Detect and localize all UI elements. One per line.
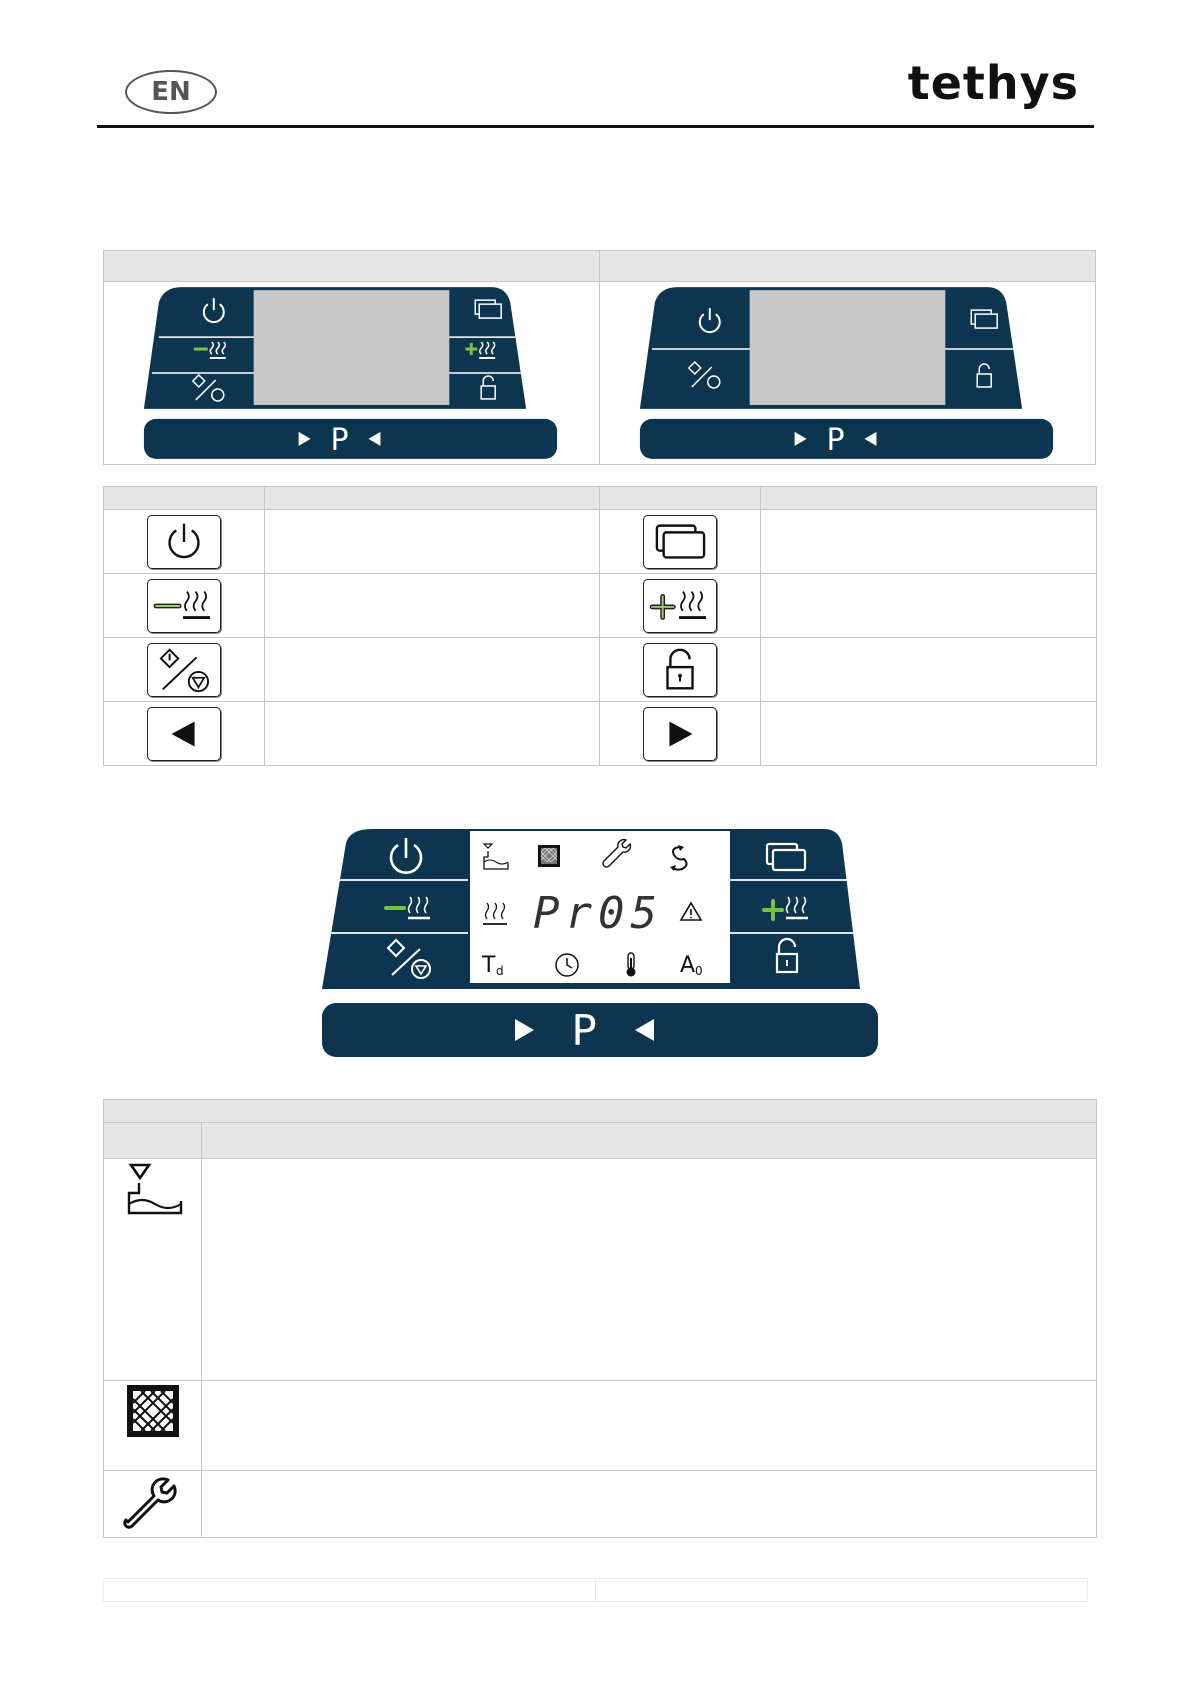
arrow-left-icon — [148, 708, 220, 760]
key-row — [104, 702, 1097, 766]
svg-text:T: T — [482, 953, 496, 978]
p-key[interactable]: P — [571, 1006, 597, 1055]
symbols-table-title-row — [104, 1100, 1097, 1123]
key-description — [265, 702, 600, 766]
power-icon — [148, 516, 220, 568]
display-symbols-table — [103, 1099, 1097, 1538]
symbol-row — [104, 1159, 1097, 1381]
p-key[interactable]: P — [826, 422, 845, 458]
key-row — [104, 574, 1097, 638]
wrench-icon — [122, 1472, 184, 1532]
control-panel-compact-image — [600, 282, 1095, 464]
left-key — [147, 707, 221, 761]
p-key[interactable]: P — [330, 422, 349, 458]
key-table-header — [104, 487, 1097, 510]
panel-table-header — [104, 251, 1096, 282]
key-description — [761, 638, 1097, 702]
heat-plus-key — [643, 579, 717, 633]
lock-icon — [644, 644, 716, 696]
symbol-description — [202, 1471, 1097, 1538]
segment-readout: Pr05 — [533, 888, 663, 939]
lock-key — [643, 643, 717, 697]
symbol-description — [202, 1381, 1097, 1471]
page-footer — [103, 1578, 1088, 1602]
language-badge: EN — [125, 70, 217, 114]
arrow-right-icon — [644, 708, 716, 760]
footer-cell-left — [104, 1579, 596, 1602]
start-stop-key — [147, 643, 221, 697]
right-key — [643, 707, 717, 761]
power-key — [147, 515, 221, 569]
panel-image-row — [104, 282, 1096, 465]
svg-text:A: A — [680, 953, 696, 978]
symbol-description — [202, 1159, 1097, 1381]
panel-header-cell-left — [104, 251, 600, 282]
panel-variants-table — [103, 250, 1096, 465]
svg-text:0: 0 — [695, 964, 703, 978]
heat-plus-icon — [644, 580, 716, 632]
filter-icon — [125, 1383, 181, 1439]
panel-variant-compact — [600, 282, 1096, 465]
display-panel-image — [320, 825, 882, 1060]
symbols-table-header — [104, 1123, 1097, 1159]
brand-logo: tethys — [907, 56, 1079, 110]
symbol-row — [104, 1471, 1097, 1538]
control-panel-full-image — [104, 282, 599, 464]
svg-text:d: d — [496, 964, 504, 978]
key-description — [265, 638, 600, 702]
key-row — [104, 638, 1097, 702]
key-description — [761, 702, 1097, 766]
tank-fill-icon — [121, 1161, 185, 1221]
heat-minus-icon — [148, 580, 220, 632]
window-icon — [644, 516, 716, 568]
key-description — [265, 510, 600, 574]
panel-variant-full — [104, 282, 600, 465]
heat-minus-key — [147, 579, 221, 633]
key-description — [761, 510, 1097, 574]
header-divider — [97, 125, 1094, 128]
start-stop-icon — [148, 644, 220, 696]
key-description — [761, 574, 1097, 638]
window-key — [643, 515, 717, 569]
key-functions-table — [103, 486, 1097, 766]
symbol-row — [104, 1381, 1097, 1471]
key-row — [104, 510, 1097, 574]
key-description — [265, 574, 600, 638]
panel-header-cell-right — [600, 251, 1096, 282]
filter-icon — [538, 845, 560, 867]
footer-cell-right — [596, 1579, 1088, 1602]
